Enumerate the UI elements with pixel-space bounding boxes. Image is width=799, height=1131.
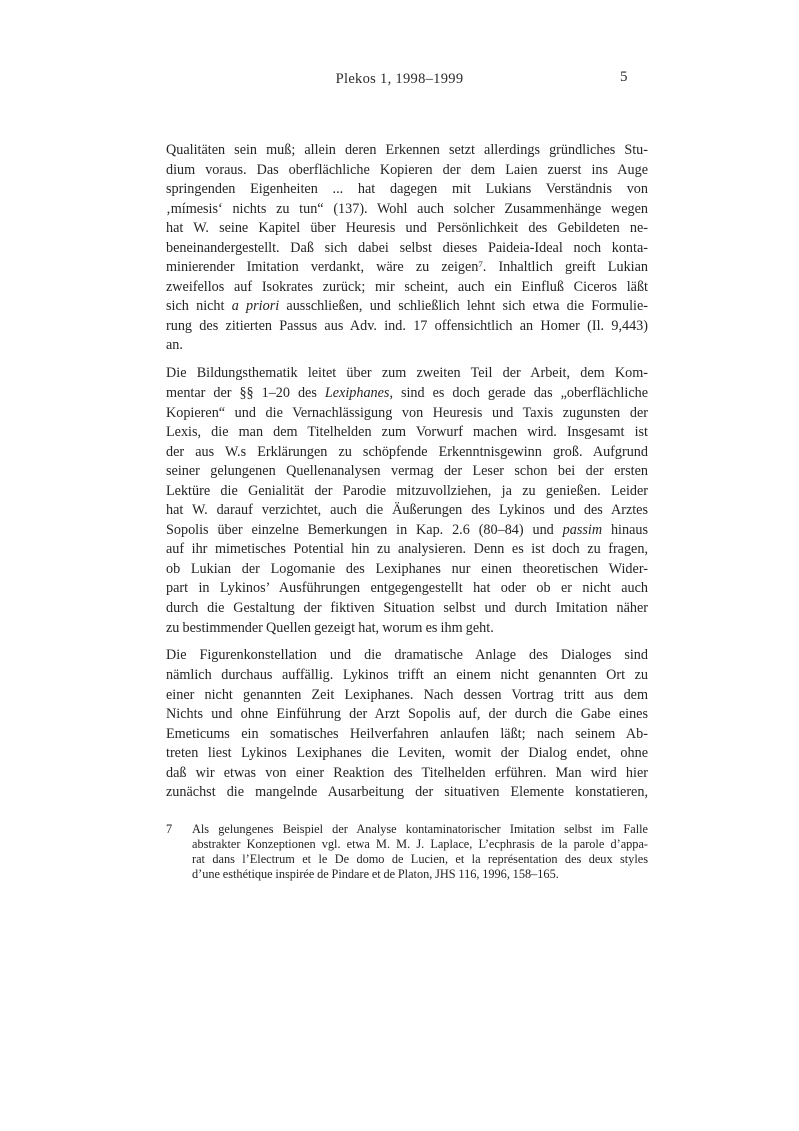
page-number: 5 — [620, 69, 628, 85]
text-line: beneinandergestellt. Daß sich dabei selbst dieses Paideia-Ideal noch konta- — [166, 239, 648, 256]
text-line: Nichts und ohne Einführung der Arzt Sopolis auf, der durch die Gabe eines — [166, 706, 648, 723]
text-line: hat W. darauf verzichtet, auch die Äußerungen des Lykinos und des Arztes — [166, 502, 648, 519]
footnotes-section — [166, 822, 648, 882]
paragraph — [166, 646, 648, 802]
text-line: daß wir etwas von einer Reaktion des Titelhelden erführen. Man wird hier — [166, 764, 648, 781]
text-line: Die Bildungsthematik leitet über zum zweiten Teil der Arbeit, dem Kom- — [166, 365, 648, 382]
text-line: durch die Gestaltung der fiktiven Situation selbst und durch Imitation näher — [166, 599, 648, 616]
text-line: Die Figurenkonstellation und die dramatische Anlage des Dialoges sind — [166, 647, 648, 664]
running-header — [0, 71, 799, 88]
text-line: ‚mímesis‘ nichts zu tun“ (137). Wohl auch solcher Zusammenhänge wegen — [166, 200, 648, 217]
paragraph — [166, 141, 648, 356]
text-line: Lektüre die Genialität der Parodie mitzuvollziehen, ja zu genießen. Leider — [166, 482, 648, 499]
text-line: d’une esthétique inspirée de Pindare et de Platon, JHS 116, 1996, 158–165. — [192, 867, 559, 881]
text-line: rat dans l’Electrum et le De domo de Lucien, et la représentation des deux styles — [192, 852, 648, 866]
text-line: part in Lykinos’ Ausführungen entgegengestellt hat oder ob er nicht auch — [166, 580, 648, 597]
footnote — [166, 822, 648, 882]
text-line: sich nicht a priori ausschließen, und schließlich lehnt sich etwa die Formulie- — [166, 298, 648, 315]
text-line: zu bestimmender Quellen gezeigt hat, worum es ihm geht. — [166, 619, 494, 636]
text-line: seiner gelungenen Quellenanalysen vermag der Leser schon bei der ersten — [166, 463, 648, 480]
text-line: hat W. seine Kapitel über Heuresis und Persönlichkeit des Gebildeten ne- — [166, 220, 648, 237]
text-line: mentar der §§ 1–20 des Lexiphanes, sind es doch gerade das „oberflächliche — [166, 384, 649, 401]
body-text — [166, 141, 648, 811]
text-line: Emeticums ein somatisches Heilverfahren anlaufen läßt; nach seinem Ab- — [166, 725, 648, 742]
text-line: zweifellos auf Isokrates zurück; mir scheint, auch ein Einfluß Ciceros läßt — [166, 278, 648, 295]
text-line: treten liest Lykinos Lexiphanes die Leviten, womit der Dialog endet, ohne — [166, 745, 648, 762]
footnote-reference: 7 — [478, 259, 483, 270]
text-line: Als gelungenes Beispiel der Analyse kontaminatorischer Imitation selbst im Falle — [192, 822, 648, 836]
text-line: rung des zitierten Passus aus Adv. ind. 17 offensichtlich an Homer (Il. 9,443) — [166, 317, 648, 334]
text-line: an. — [166, 337, 183, 354]
text-line: nämlich durchaus auffällig. Lykinos trifft an einem nicht genannten Ort zu — [166, 667, 648, 683]
text-line: dium voraus. Das oberflächliche Kopieren der dem Laien zuerst ins Auge — [166, 161, 648, 178]
text-line: zunächst die mangelnde Ausarbeitung der situativen Elemente konstatieren, — [166, 784, 648, 801]
text-line: Kopieren“ und die Vernachlässigung von Heuresis und Taxis zugunsten der — [166, 404, 648, 421]
text-line: der aus W.s Erklärungen zu schöpfende Erkenntnisgewinn groß. Aufgrund — [166, 443, 648, 460]
paragraph — [166, 364, 648, 638]
text-line: auf ihr mimetisches Potential hin zu analysieren. Denn es ist doch zu fragen, — [166, 541, 648, 558]
text-line: abstrakter Konzeptionen vgl. etwa M. M. J. Laplace, L’ecphrasis de la parole d’appa- — [192, 837, 648, 851]
footnote-number: 7 — [166, 822, 173, 836]
journal-title: Plekos 1, 1998–1999 — [335, 71, 464, 87]
text-line: Lexis, die man dem Titelhelden zum Vorwurf machen wird. Insgesamt ist — [166, 424, 648, 441]
text-line: ob Lukian der Logomanie des Lexiphanes nur einen theoretischen Wider- — [166, 560, 648, 577]
text-line: Qualitäten sein muß; allein deren Erkennen setzt allerdings gründliches Stu- — [166, 142, 648, 158]
text-line: Sopolis über einzelne Bemerkungen in Kap. 2.6 (80–84) und passim hinaus — [166, 521, 648, 538]
text-line: springenden Eigenheiten ... hat dagegen mit Lukians Verständnis von — [166, 181, 648, 198]
text-line: einer nicht genannten Zeit Lexiphanes. Nach dessen Vortrag tritt aus dem — [166, 686, 648, 703]
text-line: minierender Imitation verdankt, wäre zu zeigen$^7$. Inhaltlich greift Lukian — [166, 259, 648, 276]
footnote-text — [192, 822, 648, 882]
